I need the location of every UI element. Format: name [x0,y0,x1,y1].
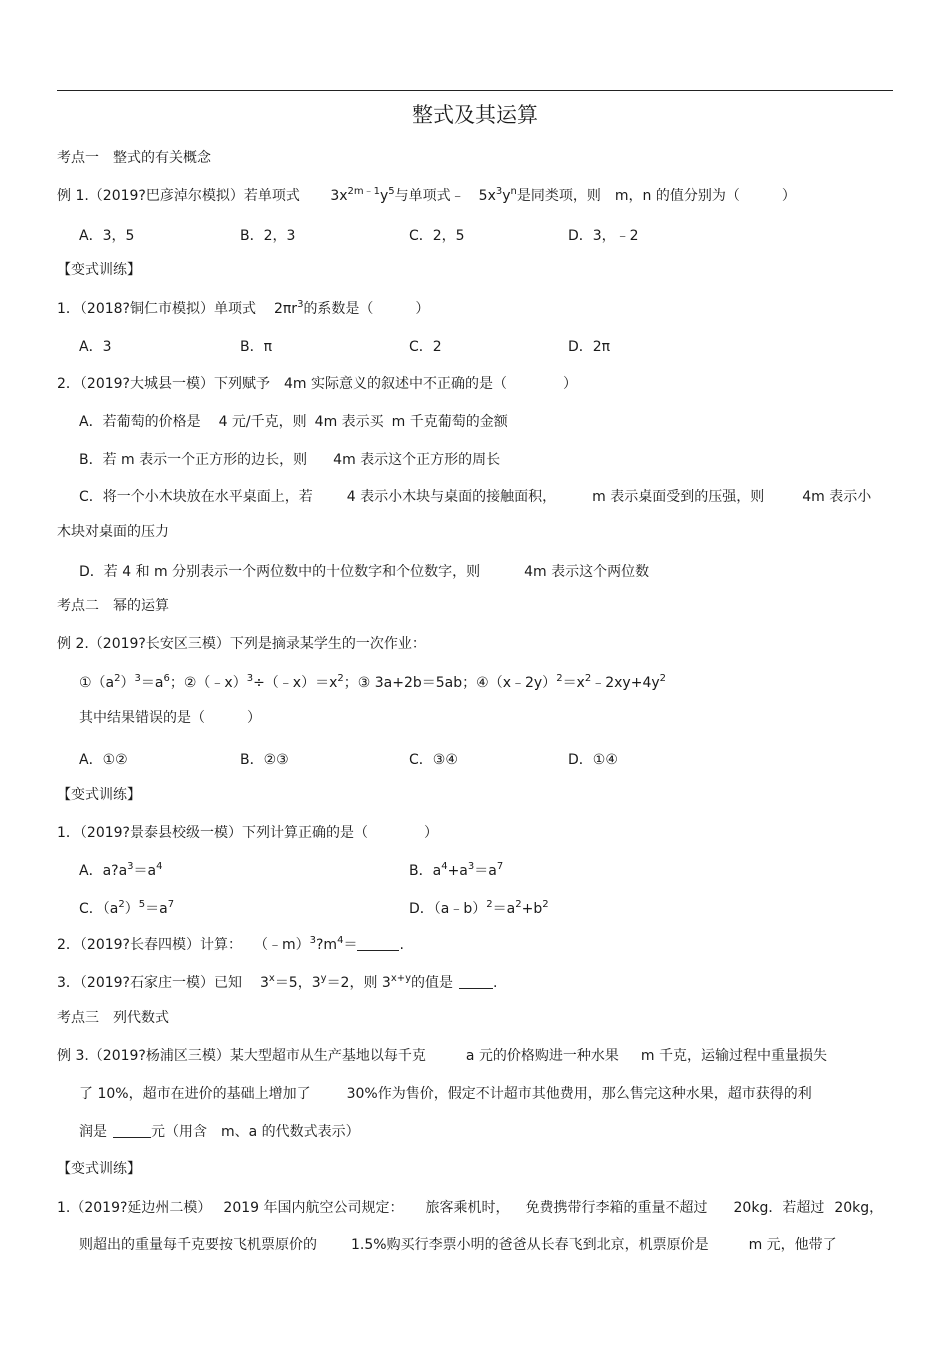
practice-1-2-option-c-continued: 木块对桌面的压力 [57,524,169,540]
section-heading-2: 考点二 幂的运算 [57,598,169,614]
practice-1-2-option-c: C．将一个小木块放在水平桌面上，若 4 表示小木块与桌面的接触面积， m 表示桌面受到的压强，则 4m 表示小 [79,489,872,505]
section-heading-3: 考点三 列代数式 [57,1010,169,1026]
example-2-option-a: A．①② [79,752,128,768]
practice-1-1-option-a: A．3 [79,339,112,355]
practice-1-2-question: 2．（2019?大城县一模）下列赋予 4m 实际意义的叙述中不正确的是（ ） [57,376,577,392]
answer-blank[interactable] [459,974,493,989]
example-2-formulas: $①(a^2)^3=a^6$；$②(﹣x)^3\div(﹣x)=x^2$；③ 3a+2b＝5ab；$④(x﹣2y)^2=x^2﹣2xy+4y^2$ [79,673,667,691]
practice-label-3: 【变式训练】 [57,1161,141,1177]
practice-1-1-option-d: D．2π [568,339,611,355]
practice-3-1-line-1: 1.（2019?延边州二模） 2019 年国内航空公司规定： 旅客乘机时， 免费携带行李箱的重量不超过 20kg．若超过 20kg， [57,1200,884,1216]
practice-1-1-option-c: C．2 [409,339,442,355]
practice-2-1-option-a: A．$a?a^3=a^4$ [79,861,163,879]
practice-1-2-option-a: A．若葡萄的价格是 4 元/千克，则 4m 表示买 m 千克葡萄的金额 [79,414,508,430]
practice-1-1-option-b: B．π [240,339,273,355]
example-3-line-3: 润是 元（用含 m、a 的代数式表示） [79,1124,360,1140]
page-title: 整式及其运算 [412,103,538,127]
example-1-option-a: A．3，5 [79,228,135,244]
answer-blank[interactable] [113,1123,151,1138]
example-3-line-1: 例 3.（2019?杨浦区三模）某大型超市从生产基地以每千克 a 元的价格购进一种水果 m 千克，运输过程中重量损失 [57,1048,827,1064]
practice-3-1-line-2: 则超出的重量每千克要按飞机票原价的 1.5%购买行李票小明的爸爸从长春飞到北京，机票原价是 m 元，他带了 [79,1237,837,1253]
example-1-option-d: D．3，﹣2 [568,228,639,244]
section-heading-1: 考点一 整式的有关概念 [57,150,211,166]
example-1-option-c: C．2，5 [409,228,465,244]
practice-2-1-question: 1．（2019?景泰县校级一模）下列计算正确的是（ ） [57,825,438,841]
example-2-question: 例 2.（2019?长安区三模）下列是摘录某学生的一次作业： [57,636,426,652]
header-rule [57,90,893,91]
practice-2-1-option-b: B．$a^4+a^3=a^7$ [409,861,504,879]
example-2-option-b: B．②③ [240,752,289,768]
example-2-option-d: D．①④ [568,752,618,768]
example-2-option-c: C．③④ [409,752,458,768]
example-1-question: 例 1.（2019?巴彦淖尔模拟）若单项式 $3x^{2m﹣1}y^5$与单项式﹣ $5x^3y^n$是同类项，则 m，n 的值分别为（ ） [57,186,796,204]
practice-2-1-option-d: D．$(a﹣b)^2=a^2+b^2$ [409,899,549,917]
practice-2-3-question: 3．（2019?石家庄一模）已知 $3^x=5$，$3^y=2$，则 $3^{x+y}$的值是 . [57,973,498,991]
example-1-option-b: B．2，3 [240,228,296,244]
practice-label-1: 【变式训练】 [57,262,141,278]
practice-label-2: 【变式训练】 [57,787,141,803]
example-2-subquestion: 其中结果错误的是（ ） [79,710,261,726]
practice-2-1-option-c: C．$(a^2)^5=a^7$ [79,899,175,917]
practice-1-2-option-d: D．若 4 和 m 分别表示一个两位数中的十位数字和个位数字，则 4m 表示这个两位数 [79,564,650,580]
practice-1-1-question: 1．（2018?铜仁市模拟）单项式 $2\pi r^3$的系数是（ ） [57,299,430,317]
example-3-line-2: 了 10%，超市在进价的基础上增加了 30%作为售价，假定不计超市其他费用，那么售完这种水果，超市获得的利 [79,1086,812,1102]
practice-2-2-question: 2．（2019?长春四模）计算： $(﹣m)^3?m^4=$ . [57,935,404,953]
practice-1-2-option-b: B．若 m 表示一个正方形的边长，则 4m 表示这个正方形的周长 [79,452,501,468]
answer-blank[interactable] [357,936,399,951]
